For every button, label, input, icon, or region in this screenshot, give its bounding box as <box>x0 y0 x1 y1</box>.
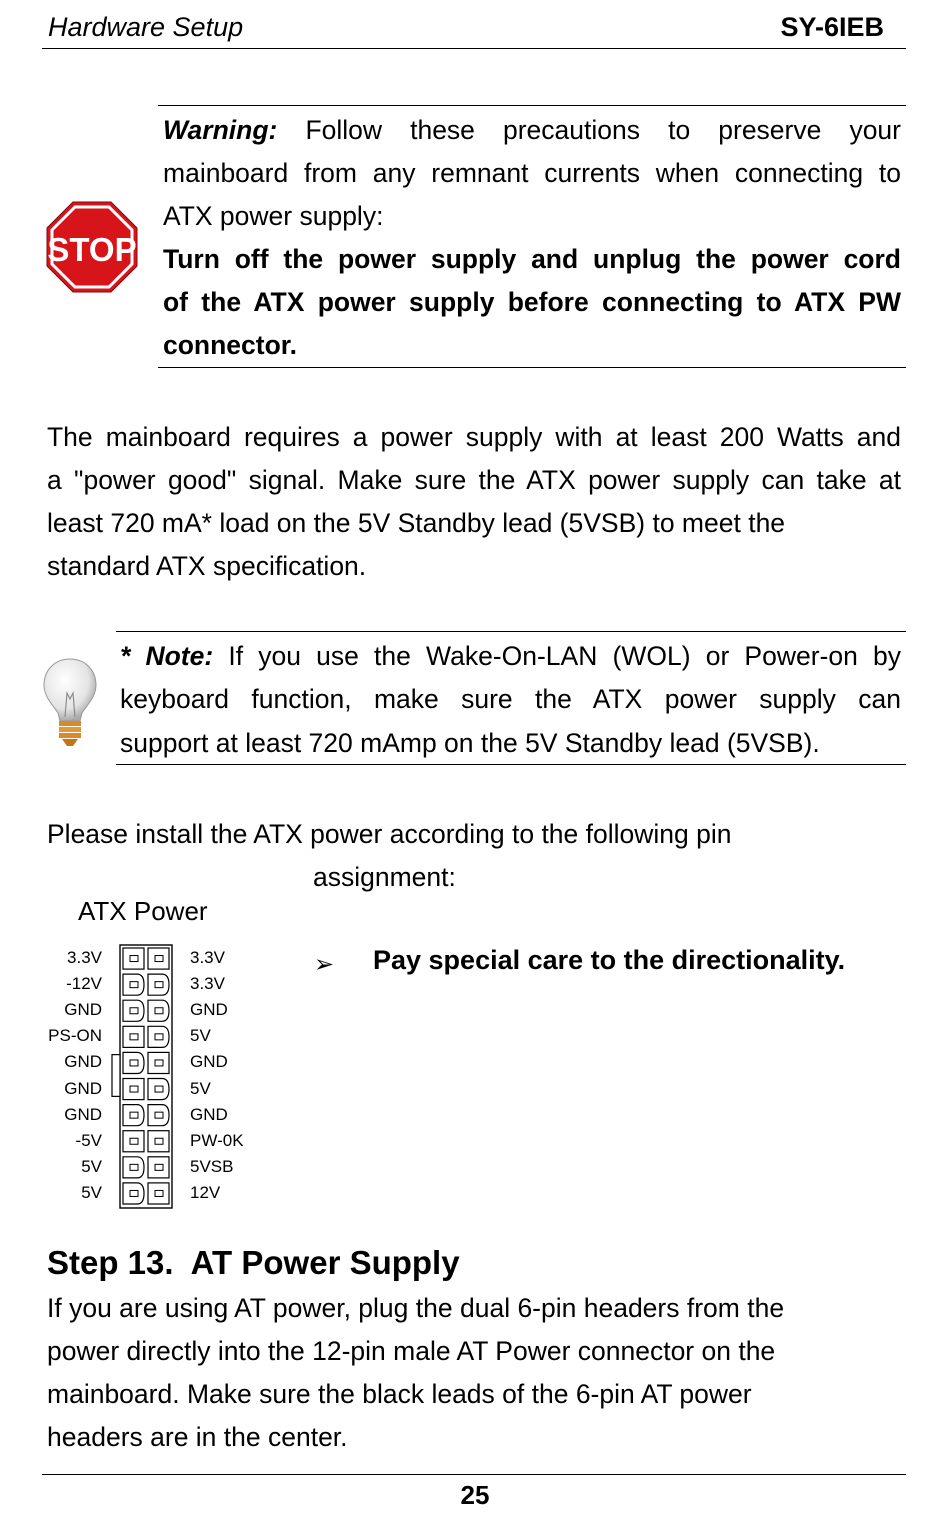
atx-pin-diagram <box>0 940 300 1210</box>
pin-contact <box>130 1190 138 1196</box>
pin-contact <box>155 1060 163 1066</box>
pin-contact <box>130 956 138 962</box>
pin-label-left: -5V <box>75 1130 102 1150</box>
pin-contact <box>155 1112 163 1118</box>
note-text-2: keyboard function, make sure the ATX power supply can <box>120 684 901 714</box>
pin-contact <box>155 956 163 962</box>
footer-divider <box>42 1474 906 1475</box>
pin-contact <box>155 1164 163 1170</box>
warning-bottom-rule <box>158 367 906 368</box>
warning-label: Warning: <box>163 115 278 145</box>
pin-contact <box>155 1190 163 1196</box>
pin-label-left: GND <box>64 1078 102 1098</box>
note-text-3: support at least 720 mAmp on the 5V Standby lead (5VSB). <box>120 728 820 758</box>
power-paragraph-line-2: a "power good" signal. Make sure the ATX power supply can take at <box>47 465 901 495</box>
step-13-line-4: headers are in the center. <box>47 1422 348 1452</box>
pin-label-right: 3.3V <box>190 974 225 994</box>
pin-contact <box>155 1138 163 1144</box>
directionality-warning: Pay special care to the directionality. <box>373 945 846 975</box>
header-divider <box>42 48 906 49</box>
step-13-heading: Step 13. AT Power Supply <box>47 1244 460 1281</box>
note-top-rule <box>116 631 906 632</box>
pin-label-right: 12V <box>190 1182 221 1202</box>
pin-contact <box>155 982 163 988</box>
header-model-name: SY-6IEB <box>780 12 884 42</box>
pin-label-right: 5VSB <box>190 1156 234 1176</box>
pin-label-right: 3.3V <box>190 948 225 967</box>
warning-bold-1: Turn off the power supply and unplug the power cord <box>163 244 901 274</box>
step-13-line-2: power directly into the 12-pin male AT Power connector on the <box>47 1336 776 1366</box>
step-13-line-3: mainboard. Make sure the black leads of the 6-pin AT power <box>47 1379 752 1409</box>
note-line-1 <box>120 635 901 678</box>
step-13-line-1: If you are using AT power, plug the dual 6-pin headers from the <box>47 1293 785 1323</box>
pin-label-right: PW-0K <box>190 1130 244 1150</box>
pin-contact <box>130 1164 138 1170</box>
warning-bold-3: connector. <box>163 330 298 360</box>
pin-label-right: GND <box>190 1052 228 1072</box>
power-paragraph-line-3: least 720 mA* load on the 5V Standby lead (5VSB) to meet the <box>47 508 786 538</box>
pin-contact <box>130 1086 138 1092</box>
connector-latch <box>112 1055 120 1097</box>
note-text-1: If you use the Wake-On-LAN (WOL) or Power-on by <box>228 641 901 671</box>
power-paragraph-line-4: standard ATX specification. <box>47 551 367 581</box>
pin-label-right: GND <box>190 1000 228 1020</box>
pin-label-right: GND <box>190 1104 228 1124</box>
pin-label-right: 5V <box>190 1078 211 1098</box>
warning-bold-2: of the ATX power supply before connecting to ATX PW <box>163 287 901 317</box>
power-paragraph-line-1: The mainboard requires a power supply with at least 200 Watts and <box>47 422 901 452</box>
pin-contact <box>155 1008 163 1014</box>
pin-contact <box>130 1138 138 1144</box>
bullet-arrow-icon: ➢ <box>314 951 335 978</box>
pin-contact <box>155 1034 163 1040</box>
pin-label-left: GND <box>64 1052 102 1072</box>
install-text-line-1: Please install the ATX power according to the following pin <box>47 819 732 849</box>
pin-label-right: 5V <box>190 1026 211 1046</box>
pin-contact <box>130 982 138 988</box>
warning-top-rule <box>158 105 906 106</box>
warning-line-1 <box>163 109 901 152</box>
light-bulb-icon <box>40 655 100 750</box>
pin-contact <box>155 1086 163 1092</box>
pin-label-left: GND <box>64 1104 102 1124</box>
header-section-title: Hardware Setup <box>48 12 244 42</box>
pin-label-left: 5V <box>81 1182 102 1202</box>
pin-label-left: -12V <box>66 974 102 994</box>
stop-sign-icon <box>45 200 139 294</box>
note-label: * Note: <box>120 641 214 671</box>
pin-label-left: PS-ON <box>48 1026 102 1046</box>
pin-contact <box>130 1112 138 1118</box>
stop-sign-text: STOP <box>47 231 137 268</box>
pin-contact <box>130 1008 138 1014</box>
install-text-line-2: assignment: <box>313 862 456 892</box>
pin-label-left: 3.3V <box>67 948 102 967</box>
pin-label-left: 5V <box>81 1156 102 1176</box>
warning-text-3: ATX power supply: <box>163 201 384 231</box>
pin-contact <box>130 1034 138 1040</box>
pin-label-left: GND <box>64 1000 102 1020</box>
warning-text-1: Follow these precautions to preserve your <box>305 115 901 145</box>
note-bottom-rule <box>116 764 906 765</box>
warning-text-2: mainboard from any remnant currents when connecting to <box>163 158 901 188</box>
atx-power-title: ATX Power <box>78 896 208 926</box>
pin-contact <box>130 1060 138 1066</box>
page-number: 25 <box>460 1480 490 1510</box>
